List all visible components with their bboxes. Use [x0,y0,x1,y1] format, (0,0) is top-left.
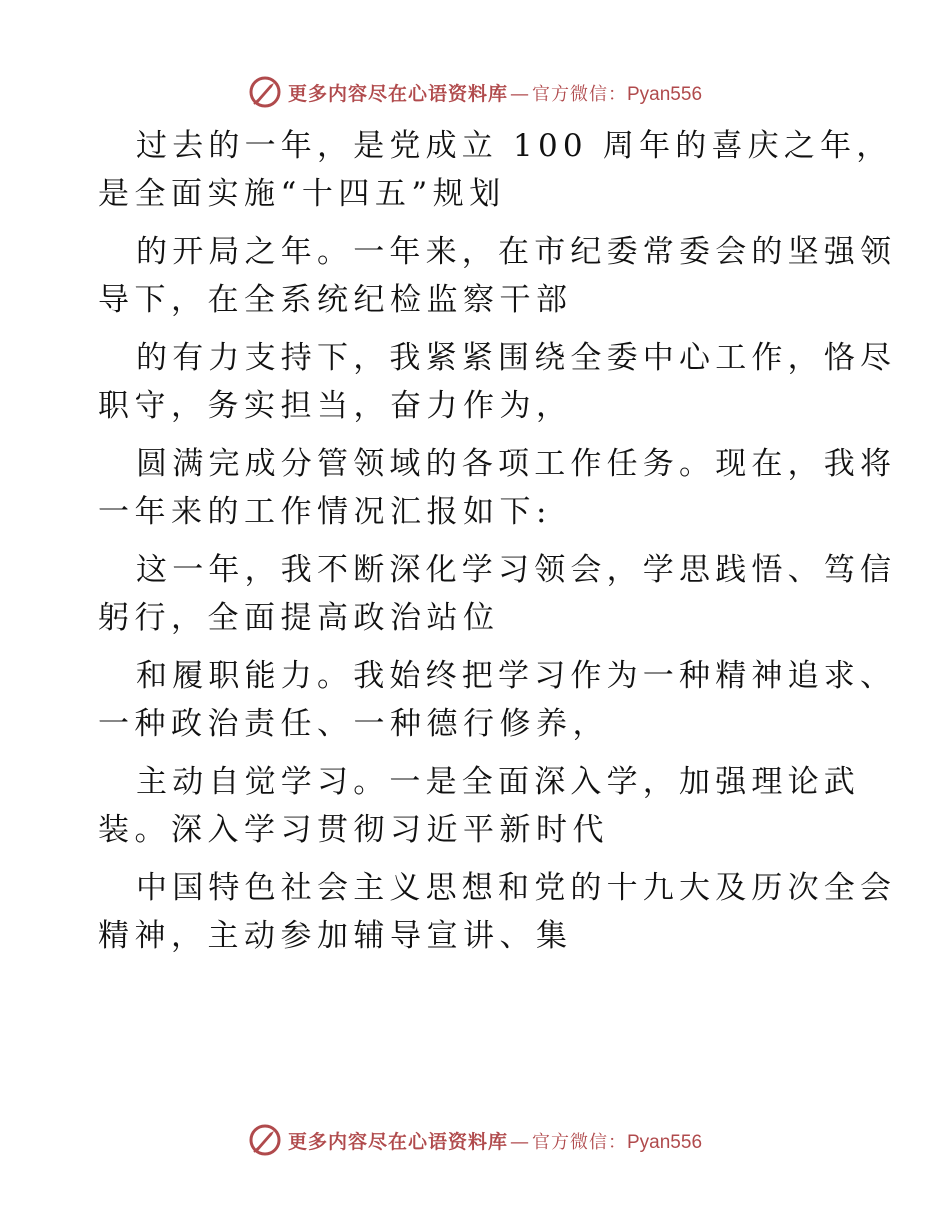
paragraph-1-line-2: 是全面实施“十四五”规划 [98,176,506,212]
paragraph-5-line-1: 这一年，我不断深化学习领会，学思践悟、笃信 [136,552,897,588]
paragraph-7-line-2: 装。深入学习贯彻习近平新时代 [98,812,609,848]
watermark-dash: — [510,1130,530,1153]
quill-pen-logo-icon [248,75,282,109]
watermark-wechat-id: Pyan556 [627,83,703,105]
paragraph-2-line-1: 的开局之年。一年来，在市纪委常委会的坚强领 [136,234,897,270]
watermark-official-label: 官方微信： [532,83,627,105]
paragraph-8-line-2: 精神，主动参加辅导宣讲、集 [98,918,573,954]
watermark-brand: 更多内容尽在心语资料库 [287,1130,508,1153]
watermark-brand: 更多内容尽在心语资料库 [287,82,508,105]
paragraph-1-line-1: 过去的一年，是党成立 100 周年的喜庆之年， [136,128,893,164]
paragraph-2-line-2: 导下，在全系统纪检监察干部 [98,282,573,318]
paragraph-4-line-1: 圆满完成分管领域的各项工作任务。现在，我将 [136,446,897,482]
paragraph-3-line-2: 职守，务实担当，奋力作为， [98,388,573,424]
document-body [98,122,897,960]
paragraph-6-line-2: 一种政治责任、一种德行修养， [98,706,609,742]
quill-pen-logo-icon [248,1123,282,1157]
watermark-wechat-id: Pyan556 [627,1131,703,1153]
watermark-dash: — [510,82,530,105]
paragraph-4-line-2: 一年来的工作情况汇报如下: [98,494,552,530]
watermark-text [288,1127,702,1154]
paragraph-6-line-1: 和履职能力。我始终把学习作为一种精神追求、 [136,658,897,694]
header-watermark [0,72,950,112]
paragraph-8-line-1: 中国特色社会主义思想和党的十九大及历次全会 [136,870,897,906]
paragraph-3-line-1: 的有力支持下，我紧紧围绕全委中心工作，恪尽 [136,340,897,376]
paragraph-7-line-1: 主动自觉学习。一是全面深入学，加强理论武 [136,764,860,800]
paragraph-5-line-2: 躬行，全面提高政治站位 [98,600,500,636]
watermark-official-label: 官方微信： [532,1131,627,1153]
footer-watermark [0,1120,950,1160]
watermark-text [288,79,702,106]
